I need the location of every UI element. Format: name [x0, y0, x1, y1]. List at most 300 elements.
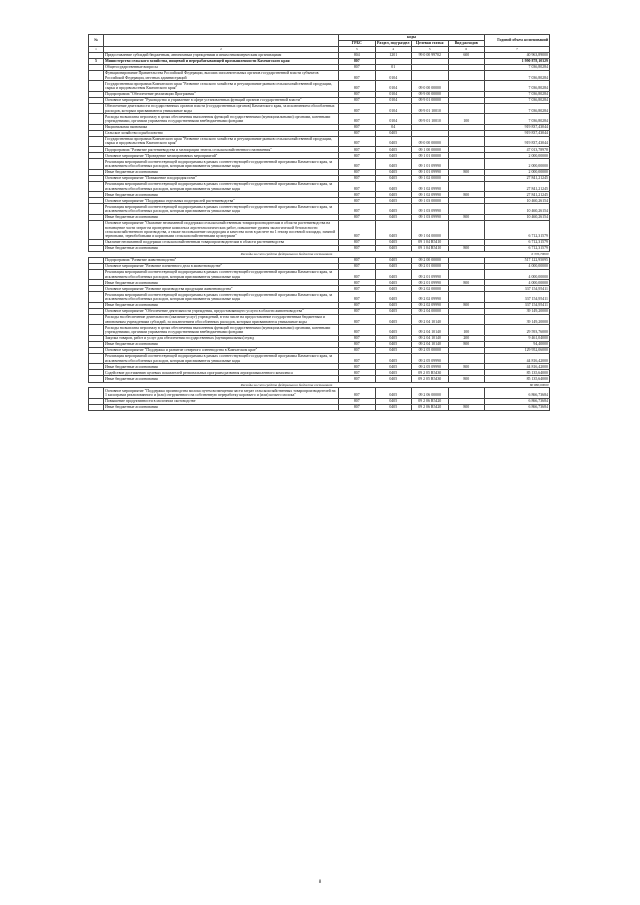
row-grbs-code: 807 [339, 175, 376, 181]
row-section-code: 0405 [375, 398, 412, 404]
row-amount: 10 460,26154 [485, 204, 550, 214]
row-section-code: 1201 [375, 52, 412, 58]
row-name: Расходы на обеспечение деятельности (оказание услуг) учреждений, в том числе на предоставление государственным бюджетным и автономным учреждениям субсидий, за исключением обособленных расходов, которым присваиваются уникальные коды [104, 314, 339, 324]
row-amount: 2 000,00000 [485, 169, 550, 175]
row-name: Иные бюджетные ассигнования [104, 302, 339, 308]
row-name: Иные бюджетные ассигнования [104, 169, 339, 175]
row-target-article: 09 1 02 00000 [412, 175, 449, 181]
row-section-code: 0405 [375, 257, 412, 263]
row-section-code: 0405 [375, 376, 412, 382]
row-grbs-code: 807 [339, 97, 376, 103]
row-name: Сельское хозяйство и рыболовство [104, 130, 339, 136]
row-target-article: 09 2 02 09990 [412, 302, 449, 308]
row-name: Реализация мероприятий соответствующей подпрограммы в рамках соответствующей государственной программы Камчатского края, за исключением обособленных расходов, которым присваиваются уникальные коды [104, 159, 339, 169]
row-grbs-code: 807 [339, 353, 376, 363]
row-target-article: 09 2 06 00000 [412, 388, 449, 398]
row-grbs-code: 807 [339, 214, 376, 220]
row-target-article: 09 1 03 00000 [412, 198, 449, 204]
row-amount: 919 837,43044 [485, 124, 550, 130]
header-expense-type: Вид расходов [448, 41, 485, 47]
row-target-article: 09 1 00 00000 [412, 147, 449, 153]
row-grbs-code: 807 [339, 198, 376, 204]
row-grbs-code: 807 [339, 388, 376, 398]
row-target-article: 09 1 03 09990 [412, 204, 449, 214]
row-expense-type: 800 [448, 192, 485, 198]
row-grbs-code: 807 [339, 314, 376, 324]
row-grbs-code: 807 [339, 269, 376, 279]
row-number [89, 404, 104, 410]
row-name: Реализация мероприятий соответствующей подпрограммы в рамках соответствующей государственной программы Камчатского края, за исключением обособленных расходов, которым присваиваются уникальные коды [104, 292, 339, 302]
column-index: 5 [412, 47, 449, 53]
row-amount: 7 036,80284 [485, 91, 550, 97]
table-row [89, 292, 550, 302]
row-section-code: 0405 [375, 364, 412, 370]
header-name [104, 35, 339, 47]
row-name: Иные бюджетные ассигнования [104, 214, 339, 220]
header-section: Раздел, под-раздел [375, 41, 412, 47]
row-name: Министерство сельского хозяйства, пищевой и перерабатывающей промышленности Камчатского края [104, 58, 339, 64]
row-expense-type: 800 [448, 280, 485, 286]
row-section-code: 0405 [375, 136, 412, 146]
row-section-code: 0405 [375, 335, 412, 341]
federal-budget-amount: 80 880,00000 [485, 382, 550, 388]
row-number [89, 325, 104, 335]
row-name: Содействие достижению целевых показателей региональных программ развития агропромышленного комплекса [104, 370, 339, 376]
row-section-code: 0405 [375, 388, 412, 398]
row-target-article: 09 1 04 00000 [412, 220, 449, 239]
row-section-code: 0405 [375, 192, 412, 198]
row-expense-type: 800 [448, 376, 485, 382]
row-grbs-code: 807 [339, 286, 376, 292]
row-expense-type: 100 [448, 325, 485, 335]
row-section-code: 0405 [375, 280, 412, 286]
row-expense-type: 800 [448, 245, 485, 251]
row-number [89, 136, 104, 146]
table-row [89, 81, 550, 91]
row-grbs-code: 807 [339, 341, 376, 347]
row-amount: 44 816,42000 [485, 353, 550, 363]
row-name: Основное мероприятие "Руководство и управление в сфере установленных функций органов государственной власти" [104, 97, 339, 103]
row-amount: 7 036,80284 [485, 103, 550, 113]
row-expense-type [448, 353, 485, 363]
row-amount: 6 712,31579 [485, 245, 550, 251]
row-amount: 919 837,43044 [485, 136, 550, 146]
row-amount: 10 460,26154 [485, 198, 550, 204]
row-target-article: 09 2 05 09990 [412, 353, 449, 363]
row-grbs-code: 807 [339, 280, 376, 286]
row-grbs-code: 807 [339, 169, 376, 175]
row-number [89, 220, 104, 239]
row-section-code: 0405 [375, 314, 412, 324]
table-row [89, 404, 550, 410]
budget-allocation-table [88, 34, 550, 411]
row-section-code: 0104 [375, 114, 412, 124]
row-name: Повышение продуктивности в молочном скотоводстве [104, 398, 339, 404]
row-amount: 44 816,42000 [485, 364, 550, 370]
row-expense-type: 200 [448, 335, 485, 341]
row-section-code: 0405 [375, 263, 412, 269]
row-name: Иные бюджетные ассигнования [104, 376, 339, 382]
row-amount: 85 135,64000 [485, 370, 550, 376]
row-section-code: 0104 [375, 91, 412, 97]
row-number [89, 181, 104, 191]
row-target-article: 09 2 04 10140 [412, 314, 449, 324]
row-amount: 40 963,89000 [485, 52, 550, 58]
row-amount: 2 000,00000 [485, 159, 550, 169]
column-index: 4 [375, 47, 412, 53]
row-amount: 9 461,04000 [485, 335, 550, 341]
row-name: Подпрограмма "Развитие растениеводства и мелиорации земель сельскохозяйственного назначения" [104, 147, 339, 153]
column-index: 7 [485, 47, 550, 53]
row-target-article: 09 1 04 R5410 [412, 239, 449, 245]
row-grbs-code: 807 [339, 257, 376, 263]
row-number [89, 103, 104, 113]
row-amount: 10 460,26154 [485, 214, 550, 220]
row-target-article: 09 2 01 00000 [412, 263, 449, 269]
row-name: Основное мероприятие "Поддержка производства молока путем возмещения части затрат сельскохозяйственных товаропроизводителей на 1 килограмм реализованного и (или) отгруженного на собственную переработку коровьего и (или) козьего молока" [104, 388, 339, 398]
row-target-article: 09 2 06 R5420 [412, 404, 449, 410]
row-section-code: 0405 [375, 214, 412, 220]
row-amount: 94,40000 [485, 341, 550, 347]
row-target-article: 09 2 05 R5430 [412, 376, 449, 382]
row-section-code: 0405 [375, 147, 412, 153]
row-name: Иные бюджетные ассигнования [104, 192, 339, 198]
row-number [89, 269, 104, 279]
table-row [89, 70, 550, 80]
row-grbs-code: 804 [339, 52, 376, 58]
row-name: Основное мероприятие "Проведение мелиоративных мероприятий" [104, 153, 339, 159]
row-grbs-code: 807 [339, 58, 376, 64]
row-amount: 39 149,20000 [485, 314, 550, 324]
row-grbs-code: 807 [339, 325, 376, 335]
table-row [89, 204, 550, 214]
row-section-code: 0405 [375, 153, 412, 159]
row-grbs-code: 807 [339, 64, 376, 70]
row-expense-type [448, 269, 485, 279]
row-expense-type [448, 314, 485, 324]
row-expense-type [448, 81, 485, 91]
row-grbs-code: 807 [339, 124, 376, 130]
row-name: Иные бюджетные ассигнования [104, 280, 339, 286]
budget-table-sheet [88, 34, 550, 411]
row-section-code: 0405 [375, 341, 412, 347]
table-row [89, 181, 550, 191]
row-section-code: 0405 [375, 159, 412, 169]
row-amount: 1 990 878,10329 [485, 58, 550, 64]
row-section-code: 0405 [375, 404, 412, 410]
row-number [89, 314, 104, 324]
row-name: Основное мероприятие "Развитие производства продукции животноводства" [104, 286, 339, 292]
row-expense-type [448, 388, 485, 398]
row-section-code: 0405 [375, 302, 412, 308]
table-row [89, 114, 550, 124]
row-name: Реализация мероприятий соответствующей подпрограммы в рамках соответствующей государственной программы Камчатского края, за исключением обособленных расходов, которым присваиваются уникальные коды [104, 269, 339, 279]
row-amount: 129 952,06000 [485, 347, 550, 353]
row-expense-type [448, 220, 485, 239]
row-section-code: 0405 [375, 325, 412, 335]
row-grbs-code: 807 [339, 292, 376, 302]
row-name: Иные бюджетные ассигнования [104, 364, 339, 370]
table-row [89, 269, 550, 279]
column-index: 2 [104, 47, 339, 53]
row-target-article: 09 2 02 00000 [412, 286, 449, 292]
row-target-article: 09 9 00 00000 [412, 91, 449, 97]
row-grbs-code: 807 [339, 153, 376, 159]
row-number [89, 388, 104, 398]
row-grbs-code: 807 [339, 159, 376, 169]
row-amount: 7 036,80284 [485, 81, 550, 91]
row-target-article: 09 2 05 00000 [412, 347, 449, 353]
row-name: Иные бюджетные ассигнования [104, 404, 339, 410]
row-expense-type: 800 [448, 302, 485, 308]
row-name: Основное мероприятие "Оказание несвязанной поддержки сельскохозяйственным товаропроизводителям в области растениеводства на возмещение части затрат на проведение комплекса агротехнологических работ, повышение уровня экологической безопасности сельскохозяйственного производства, а также на повышение плодородия и качества почв в расчете на 1 гектар посевной площади, занятой зерновыми, зернобобовыми и кормовыми сельскохозяйственными культурами" [104, 220, 339, 239]
federal-budget-note: Расходы за счет средств федерального бюджета составляют [89, 382, 485, 388]
row-grbs-code: 807 [339, 192, 376, 198]
row-grbs-code: 807 [339, 91, 376, 97]
row-target-article: 09 0 00 00000 [412, 136, 449, 146]
row-target-article: 09 2 04 00000 [412, 308, 449, 314]
row-amount: 7 036,80284 [485, 97, 550, 103]
row-name: Национальная экономика [104, 124, 339, 130]
row-target-article: 09 2 00 00000 [412, 257, 449, 263]
row-grbs-code: 807 [339, 220, 376, 239]
row-name: Обеспечение деятельности государственных органов власти (государственных органов) Камчатского края, за исключением обособленных расходов, которым присваиваются уникальные коды [104, 103, 339, 113]
row-grbs-code: 807 [339, 181, 376, 191]
row-target-article: 09 1 01 09990 [412, 159, 449, 169]
row-amount: 39 149,20000 [485, 308, 550, 314]
column-index: 6 [448, 47, 485, 53]
row-name: Реализация мероприятий соответствующей подпрограммы в рамках соответствующей государственной программы Камчатского края, за исключением обособленных расходов, которым присваиваются уникальные коды [104, 181, 339, 191]
row-target-article: 09 2 05 09990 [412, 364, 449, 370]
row-grbs-code: 807 [339, 130, 376, 136]
row-number [89, 70, 104, 80]
row-name: Расходы на выплаты персоналу в целях обеспечения выполнения функций государственными (муниципальными) органами, казенными учреждениями, органами управления государственными внебюджетными фондами [104, 114, 339, 124]
row-grbs-code: 807 [339, 239, 376, 245]
row-expense-type: 100 [448, 114, 485, 124]
row-expense-type [448, 70, 485, 80]
row-name: Расходы на выплаты персоналу в целях обеспечения выполнения функций государственными (муниципальными) органами, казенными учреждениями, органами управления государственными внебюджетными фондами [104, 325, 339, 335]
row-number [89, 81, 104, 91]
row-grbs-code: 807 [339, 147, 376, 153]
page-number: 8 [318, 880, 322, 885]
table-row [89, 314, 550, 324]
row-target-article: 09 2 05 R5430 [412, 370, 449, 376]
row-name: Основное мероприятие "Обеспечение деятельности учреждения, предоставляющего услуги в области животноводства" [104, 308, 339, 314]
row-number [89, 353, 104, 363]
row-target-article: 09 9 01 10010 [412, 114, 449, 124]
row-target-article: 99 0 00 99702 [412, 52, 449, 58]
table-row [89, 353, 550, 363]
row-name: Закупка товаров, работ и услуг для обеспечения государственных (муниципальных) нужд [104, 335, 339, 341]
row-number [89, 114, 104, 124]
table-row [89, 220, 550, 239]
table-row [89, 325, 550, 335]
row-section-code: 0405 [375, 308, 412, 314]
row-target-article: 09 1 02 09990 [412, 192, 449, 198]
row-grbs-code: 807 [339, 70, 376, 80]
header-annual-amount: Годовой объем ассигнований [485, 35, 550, 47]
row-amount: 47 013,78978 [485, 147, 550, 153]
row-section-code: 0104 [375, 97, 412, 103]
row-section-code: 0405 [375, 292, 412, 302]
row-amount: 4 000,00000 [485, 263, 550, 269]
row-grbs-code: 807 [339, 114, 376, 124]
row-grbs-code: 807 [339, 398, 376, 404]
row-section-code: 01 [375, 64, 412, 70]
row-number [89, 204, 104, 214]
row-expense-type: 800 [448, 341, 485, 347]
row-name: Иные бюджетные ассигнования [104, 341, 339, 347]
row-amount: 4 000,00000 [485, 280, 550, 286]
row-name: Основное мероприятие "Повышение плодородия почв" [104, 175, 339, 181]
row-target-article: 09 9 01 10010 [412, 103, 449, 113]
row-target-article [412, 70, 449, 80]
row-name: Основное мероприятие "Поддержка и развитие северного оленеводства в Камчатском крае" [104, 347, 339, 353]
row-amount: 6 866,73684 [485, 388, 550, 398]
table-body [89, 52, 550, 410]
row-target-article: 09 2 02 09990 [412, 292, 449, 302]
row-name: Функционирование Правительства Российской Федерации, высших исполнительных органов государственной власти субъектов Российской Федерации, местных администраций [104, 70, 339, 80]
row-amount: 27 841,21245 [485, 181, 550, 191]
row-grbs-code: 807 [339, 81, 376, 91]
row-section-code: 0405 [375, 347, 412, 353]
row-grbs-code: 807 [339, 370, 376, 376]
row-grbs-code: 807 [339, 308, 376, 314]
row-amount: 337 154,95411 [485, 286, 550, 292]
row-expense-type [448, 136, 485, 146]
row-target-article: 09 2 01 09990 [412, 280, 449, 286]
row-section-code: 04 [375, 124, 412, 130]
row-section-code: 0405 [375, 175, 412, 181]
row-expense-type [448, 181, 485, 191]
row-expense-type [448, 292, 485, 302]
row-target-article: 09 2 04 10140 [412, 325, 449, 335]
federal-budget-amount: 6 376,70000 [485, 251, 550, 257]
row-name: Государственная программа Камчатского края "Развитие сельского хозяйства и регулирование рынков сельскохозяйственной продукции, сырья и продовольствия Камчатского края" [104, 136, 339, 146]
header-grbs: ГРБС [339, 41, 376, 47]
row-section-code: 0405 [375, 370, 412, 376]
row-grbs-code: 807 [339, 204, 376, 214]
row-grbs-code: 807 [339, 263, 376, 269]
row-target-article: 09 9 01 00000 [412, 97, 449, 103]
row-target-article: 09 1 02 09990 [412, 181, 449, 191]
row-expense-type: 800 [448, 169, 485, 175]
row-target-article: 09 2 06 R5420 [412, 398, 449, 404]
row-section-code: 0405 [375, 353, 412, 363]
row-grbs-code: 807 [339, 335, 376, 341]
row-amount: 919 837,43044 [485, 130, 550, 136]
federal-budget-note: Расходы за счет средств федерального бюджета составляют [89, 251, 485, 257]
row-section-code: 0405 [375, 181, 412, 191]
row-target-article: 09 1 01 00000 [412, 153, 449, 159]
row-grbs-code: 807 [339, 302, 376, 308]
row-section-code: 0405 [375, 269, 412, 279]
row-grbs-code: 807 [339, 347, 376, 353]
row-target-article: 09 1 04 R5410 [412, 245, 449, 251]
row-number: 5 [89, 58, 104, 64]
row-grbs-code: 807 [339, 136, 376, 146]
row-expense-type: 800 [448, 364, 485, 370]
row-section-code: 0405 [375, 204, 412, 214]
row-expense-type [448, 159, 485, 169]
row-amount: 517 122,95095 [485, 257, 550, 263]
table-row [89, 388, 550, 398]
row-grbs-code: 807 [339, 364, 376, 370]
row-amount: 7 036,80284 [485, 70, 550, 80]
row-amount: 27 841,21245 [485, 175, 550, 181]
row-amount: 6 866,73684 [485, 398, 550, 404]
row-grbs-code: 807 [339, 103, 376, 113]
row-name: Подпрограмма "Развитие животноводства" [104, 257, 339, 263]
row-grbs-code: 807 [339, 404, 376, 410]
column-index: 1 [89, 47, 104, 53]
row-target-article: 09 0 00 00000 [412, 81, 449, 91]
table-row [89, 103, 550, 113]
row-section-code: 0405 [375, 130, 412, 136]
row-name: Общегосударственные вопросы [104, 64, 339, 70]
header-target-article: Целевая статья [412, 41, 449, 47]
row-amount: 85 135,64000 [485, 376, 550, 382]
row-amount: 7 036,80284 [485, 64, 550, 70]
row-amount: 29 593,76000 [485, 325, 550, 335]
header-number: № [89, 35, 104, 47]
row-section-code: 0104 [375, 70, 412, 80]
row-grbs-code: 807 [339, 376, 376, 382]
row-section-code: 0405 [375, 286, 412, 292]
row-name: Основное мероприятие "Развитие племенного дела в животноводстве" [104, 263, 339, 269]
row-section-code: 0405 [375, 169, 412, 175]
row-amount: 27 841,21245 [485, 192, 550, 198]
row-amount: 2 000,00000 [485, 153, 550, 159]
row-section-code: 0405 [375, 220, 412, 239]
row-name: Иные бюджетные ассигнования [104, 245, 339, 251]
row-name: Основное мероприятие "Поддержка отдельных подотраслей растениеводства" [104, 198, 339, 204]
row-amount: 6 712,31579 [485, 239, 550, 245]
row-expense-type: 800 [448, 404, 485, 410]
row-amount: 6 712,31579 [485, 220, 550, 239]
row-section-code: 0104 [375, 103, 412, 113]
column-index: 3 [339, 47, 376, 53]
row-section-code: 0405 [375, 239, 412, 245]
row-target-article: 09 1 03 09990 [412, 214, 449, 220]
row-section-code: 0405 [375, 245, 412, 251]
header-codes: коды [339, 35, 485, 41]
row-name: Государственная программа Камчатского края "Развитие сельского хозяйства и регулирование рынков сельскохозяйственной продукции, сырья и продовольствия Камчатского края" [104, 81, 339, 91]
row-name: Предоставление субсидий бюджетным, автономным учреждениям и иным некоммерческим организациям [104, 52, 339, 58]
row-name: Реализация мероприятий соответствующей подпрограммы в рамках соответствующей государственной программы Камчатского края, за исключением обособленных расходов, которым присваиваются уникальные коды [104, 353, 339, 363]
row-amount: 4 000,00000 [485, 269, 550, 279]
row-section-code: 0104 [375, 81, 412, 91]
row-expense-type [448, 204, 485, 214]
row-expense-type: 800 [448, 214, 485, 220]
row-name: Оказание несвязанной поддержки сельскохозяйственным товаропроизводителям в области растениеводства [104, 239, 339, 245]
row-section-code: 0405 [375, 198, 412, 204]
row-number [89, 159, 104, 169]
row-amount: 7 036,80284 [485, 114, 550, 124]
row-target-article: 09 2 04 10140 [412, 335, 449, 341]
table-row [89, 159, 550, 169]
row-amount: 337 154,95411 [485, 302, 550, 308]
row-name: Реализация мероприятий соответствующей подпрограммы в рамках соответствующей государственной программы Камчатского края, за исключением обособленных расходов, которым присваиваются уникальные коды [104, 204, 339, 214]
row-number [89, 292, 104, 302]
row-expense-type [448, 103, 485, 113]
row-target-article: 09 1 01 09990 [412, 169, 449, 175]
row-target-article: 09 2 01 09990 [412, 269, 449, 279]
row-amount: 337 154,95411 [485, 292, 550, 302]
table-row [89, 136, 550, 146]
row-expense-type: 600 [448, 52, 485, 58]
row-amount: 6 866,73684 [485, 404, 550, 410]
